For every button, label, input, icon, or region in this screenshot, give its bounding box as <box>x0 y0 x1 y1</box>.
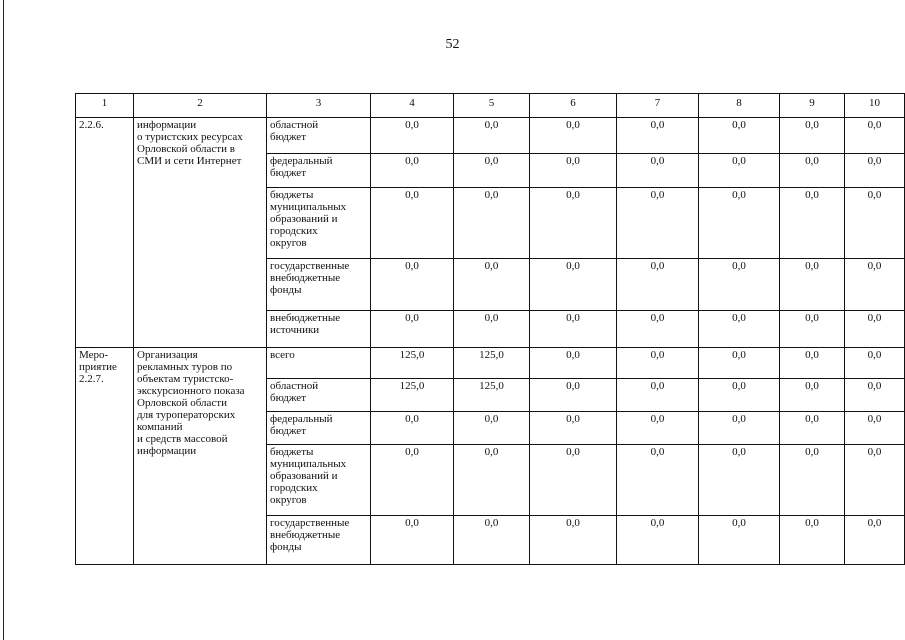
amount-cell: 0,0 <box>845 188 905 259</box>
amount-cell: 0,0 <box>780 311 845 348</box>
amount-cell: 0,0 <box>530 348 617 379</box>
funding-source-cell: областной бюджет <box>267 118 371 154</box>
amount-cell: 0,0 <box>699 188 780 259</box>
funding-source-cell: бюджеты муниципальных образований и городских округов <box>267 188 371 259</box>
amount-cell: 0,0 <box>530 188 617 259</box>
amount-cell: 0,0 <box>699 154 780 188</box>
header-cell: 7 <box>617 94 699 118</box>
funding-source-cell: государственные внебюджетные фонды <box>267 516 371 565</box>
amount-cell: 0,0 <box>780 516 845 565</box>
amount-cell: 0,0 <box>780 154 845 188</box>
amount-cell: 0,0 <box>454 311 530 348</box>
amount-cell: 0,0 <box>617 259 699 311</box>
header-cell: 2 <box>134 94 267 118</box>
header-cell: 6 <box>530 94 617 118</box>
amount-cell: 0,0 <box>699 348 780 379</box>
amount-cell: 0,0 <box>371 412 454 445</box>
header-row <box>76 94 905 118</box>
amount-cell: 0,0 <box>371 259 454 311</box>
amount-cell: 0,0 <box>617 188 699 259</box>
amount-cell: 0,0 <box>371 445 454 516</box>
header-cell: 10 <box>845 94 905 118</box>
header-cell: 1 <box>76 94 134 118</box>
amount-cell: 0,0 <box>845 118 905 154</box>
header-cell: 3 <box>267 94 371 118</box>
activity-code-cell: Меро- приятие 2.2.7. <box>76 348 134 565</box>
amount-cell: 0,0 <box>699 516 780 565</box>
amount-cell: 0,0 <box>454 154 530 188</box>
amount-cell: 0,0 <box>845 348 905 379</box>
amount-cell: 0,0 <box>530 311 617 348</box>
amount-cell: 0,0 <box>845 154 905 188</box>
amount-cell: 0,0 <box>371 188 454 259</box>
amount-cell: 0,0 <box>454 259 530 311</box>
amount-cell: 0,0 <box>530 379 617 412</box>
table-body <box>76 118 905 565</box>
amount-cell: 0,0 <box>699 379 780 412</box>
amount-cell: 0,0 <box>699 259 780 311</box>
amount-cell: 0,0 <box>617 516 699 565</box>
amount-cell: 0,0 <box>454 445 530 516</box>
activity-name-cell: Организация рекламных туров по объектам туристско- экскурсионного показа Орловской области для туроператорских компаний и средств массовой информации <box>134 348 267 565</box>
budget-table <box>75 93 905 565</box>
amount-cell: 0,0 <box>699 412 780 445</box>
activity-name-cell: информации о туристских ресурсах Орловской области в СМИ и сети Интернет <box>134 118 267 348</box>
amount-cell: 0,0 <box>371 118 454 154</box>
header-cell: 5 <box>454 94 530 118</box>
amount-cell: 0,0 <box>845 259 905 311</box>
funding-source-cell: федеральный бюджет <box>267 154 371 188</box>
funding-source-cell: всего <box>267 348 371 379</box>
amount-cell: 125,0 <box>371 379 454 412</box>
amount-cell: 0,0 <box>780 118 845 154</box>
amount-cell: 0,0 <box>699 118 780 154</box>
amount-cell: 0,0 <box>845 379 905 412</box>
amount-cell: 0,0 <box>780 348 845 379</box>
table-header <box>76 94 905 118</box>
amount-cell: 0,0 <box>454 412 530 445</box>
amount-cell: 0,0 <box>530 412 617 445</box>
amount-cell: 0,0 <box>780 412 845 445</box>
amount-cell: 0,0 <box>454 188 530 259</box>
funding-source-cell: государственные внебюджетные фонды <box>267 259 371 311</box>
amount-cell: 0,0 <box>530 154 617 188</box>
amount-cell: 0,0 <box>530 259 617 311</box>
amount-cell: 0,0 <box>617 445 699 516</box>
amount-cell: 0,0 <box>530 516 617 565</box>
amount-cell: 0,0 <box>617 379 699 412</box>
amount-cell: 0,0 <box>699 445 780 516</box>
amount-cell: 0,0 <box>530 118 617 154</box>
amount-cell: 0,0 <box>617 118 699 154</box>
amount-cell: 125,0 <box>371 348 454 379</box>
table-row <box>76 348 905 379</box>
amount-cell: 0,0 <box>454 118 530 154</box>
page-number: 52 <box>445 37 460 52</box>
header-cell: 9 <box>780 94 845 118</box>
header-cell: 8 <box>699 94 780 118</box>
funding-source-cell: внебюджетные источники <box>267 311 371 348</box>
amount-cell: 125,0 <box>454 348 530 379</box>
amount-cell: 0,0 <box>845 311 905 348</box>
amount-cell: 0,0 <box>845 412 905 445</box>
amount-cell: 0,0 <box>780 379 845 412</box>
amount-cell: 0,0 <box>617 348 699 379</box>
amount-cell: 0,0 <box>454 516 530 565</box>
amount-cell: 0,0 <box>699 311 780 348</box>
funding-source-cell: областной бюджет <box>267 379 371 412</box>
amount-cell: 0,0 <box>617 154 699 188</box>
amount-cell: 125,0 <box>454 379 530 412</box>
amount-cell: 0,0 <box>371 311 454 348</box>
table-row <box>76 118 905 154</box>
amount-cell: 0,0 <box>617 311 699 348</box>
amount-cell: 0,0 <box>780 259 845 311</box>
amount-cell: 0,0 <box>780 445 845 516</box>
amount-cell: 0,0 <box>845 445 905 516</box>
amount-cell: 0,0 <box>845 516 905 565</box>
amount-cell: 0,0 <box>617 412 699 445</box>
funding-source-cell: бюджеты муниципальных образований и городских округов <box>267 445 371 516</box>
page-edge-rule <box>3 0 4 640</box>
amount-cell: 0,0 <box>371 154 454 188</box>
amount-cell: 0,0 <box>780 188 845 259</box>
amount-cell: 0,0 <box>530 445 617 516</box>
funding-source-cell: федеральный бюджет <box>267 412 371 445</box>
activity-code-cell: 2.2.6. <box>76 118 134 348</box>
amount-cell: 0,0 <box>371 516 454 565</box>
header-cell: 4 <box>371 94 454 118</box>
